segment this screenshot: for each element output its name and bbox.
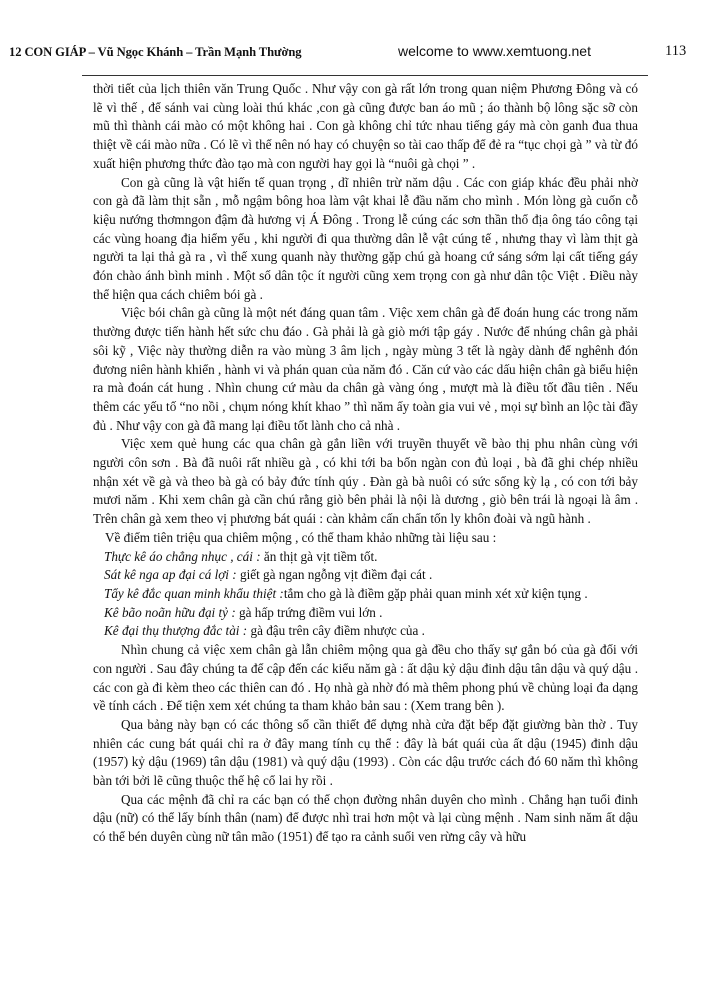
citation-text: ăn thịt gà vịt tiềm tốt. xyxy=(260,548,378,564)
citation-text: gà đậu trên cây điềm nhược của . xyxy=(247,623,425,639)
paragraph: Nhìn chung cả việc xem chân gà lẫn chiêm mộng qua gà đều cho thấy sự gắn bó của gà đối với con người . Sau đây chúng ta để cập đến các kiểu năm gà : ất dậu kỷ dậu đinh dậu tân dậu và quý dậu . các con gà đi kèm theo các thiên can đó . Họ nhà gà nhờ đó mà thêm phong phú về chủng loại đa dạng về tính cách . Để tiện xem xét chúng ta tham khảo bản sau : (Xem trang bên ). xyxy=(93,642,638,714)
paragraph: thời tiết của lịch thiên văn Trung Quốc . Như vậy con gà rất lớn trong quan niệm Phương Đông và có lẽ vì thế , để sánh vai cùng loài thú khác ,con gà cũng được ban áo mũ ; áo thành bộ lông sặc sỡ còn mũ thì thành cái mào có một không hai . Con gà không chỉ tức nhau tiếng gáy mà còn ganh đua thua thiệt về cái mào nữa . Có lẽ vì thế nên nó hay có chuyện so tài cao thấp để đẻ ra “tục chọi gà ” và từ đó xuất hiện phương thức đào tạo mà con người hay gọi là “nuôi gà chọi ” . xyxy=(93,81,638,171)
citation-term: Tẩy kê đắc quan minh khẩu thiệt : xyxy=(104,585,284,601)
paragraph: Qua bảng này bạn có các thông số cần thiết để dựng nhà cửa đặt bếp đặt giường bàn thờ . Tuy nhiên các cung bát quái chỉ ra ở đây mang tính cụ thể : đây là bát quái của ất dậu (1945) đinh dậu (1957) kỷ dậu (1969) tân dậu (1981) và quý dậu (1993) . Còn các dậu trước cách đó 60 năm thì không bàn tới bởi lẽ cũng thuộc thế hệ cổ lai hy rồi . xyxy=(93,716,638,789)
citation-text: tắm cho gà là điềm gặp phải quan minh xét xử kiện tụng . xyxy=(283,585,588,601)
citation-item xyxy=(93,622,638,641)
citation-item xyxy=(93,566,638,585)
citation-term: Kê bão noãn hữu đại tỷ : xyxy=(104,604,236,620)
body-text xyxy=(93,80,638,847)
page-header xyxy=(0,40,702,64)
citation-item xyxy=(93,585,638,604)
paragraph: Việc xem quẻ hung các qua chân gà gắn liền với truyền thuyết về bào thị phu nhân cùng với người côn sơn . Bà đã nuôi rất nhiều gà , có khi tới ba bốn ngàn con đủ loại , bà đã ghi chép nhiều nhận xét về gà và theo bà gà có bảy đức tính qúy . Đàn gà bà nuôi có sức sống kỳ lạ , có con tới bảy mươi năm . Khi xem chân gà cần chú rằng giò bên phải là nội là dương , giò bên trái là ngoại là âm . Trên chân gà xem theo vị phương bát quái : càn khảm cấn chấn tốn ly khôn đoài và ngũ hành . xyxy=(93,436,638,527)
citation-term: Kê đại thụ thượng đắc tài : xyxy=(104,623,248,639)
citation-term: Sát kê nga ap đại cá lợi : xyxy=(104,567,237,583)
paragraph: Qua các mệnh đã chỉ ra các bạn có thể chọn đường nhân duyên cho mình . Chẳng hạn tuổi đinh dậu (nữ) có thể lấy bính thân (nam) để được nhì trai hơn một và lại cùng mệnh . Nam sinh năm ất dậu có thể bén duyên cùng nữ tân mão (1951) để tạo ra cảnh suối ven rừng cây và hữu xyxy=(93,791,638,845)
citation-text: gà hấp trứng điềm vui lớn . xyxy=(235,604,383,620)
book-title: 12 CON GIÁP – Vũ Ngọc Khánh – Trần Mạnh Thường xyxy=(9,45,302,59)
citation-item xyxy=(93,548,638,567)
citation-text: giết gà ngan ngỗng vịt điềm đại cát . xyxy=(236,567,433,583)
header-divider xyxy=(82,75,648,76)
paragraph: Con gà cũng là vật hiến tế quan trọng , dĩ nhiên trừ năm dậu . Các con giáp khác đều phải nhờ con gà đã làm thịt sẵn , mỗ ngậm bông hoa làm vật khai lễ đầu năm cho mình . Món lòng gà cuốn cỗ kiệu nướng thơmngon đậm đà hương vị Á Đông . Trong lễ cúng các sơn thần thổ địa ông táo công tại các vùng hoang địa hiểm yếu , khi người đi qua thường dân lễ vật cúng tế , nhưng thay vì làm thịt gà người ta lại thả gà ra , vì thế xung quanh này thường gặp chú gà hoang cứ sáng sớm lại cất tiếng gáy đón chào ánh bình minh . Một số dân tộc ít người cũng xem trọng con gà như dân tộc Việt . Điều này thể hiện qua cách chiêm bói gà . xyxy=(93,174,638,302)
paragraph: Việc bói chân gà cũng là một nét đáng quan tâm . Việc xem chân gà để đoán hung các trong năm thường được tiến hành hết sức chu đáo . Gà phải là gà giò mới tập gáy . Nước để nhúng chân gà phải sôi kỹ , Việc này thường diễn ra vào mùng 3 âm lịch , ngày mùng 3 tết là ngày dành để nghênh đón đương niên hành khiển , hành vi và phán quan của năm đó . Căn cứ vào các dấu hiện chân gà biểu hiện ra mà đoán cát hung . Nhìn chung cứ màu da chân gà vàng óng , mượt mà là điều tốt đầu tiên . Nếu thêm các yếu tố “no nồi , chụm nóng khít khao ” thì năm ấy toàn gia vui vẻ , mọi sự bình an lộc tài đầy đủ . Như vậy con gà đã mang lại điều tốt lành cho cả nhà . xyxy=(93,305,638,433)
citation-term: Thực kê áo chẳng nhục , cái : xyxy=(104,548,261,564)
website-link[interactable]: welcome to www.xemtuong.net xyxy=(398,43,591,59)
citation-item xyxy=(93,604,638,623)
page-number: 113 xyxy=(665,43,687,59)
paragraph: Về điểm tiên triệu qua chiêm mộng , có thể tham khảo những tài liệu sau : xyxy=(105,529,497,545)
